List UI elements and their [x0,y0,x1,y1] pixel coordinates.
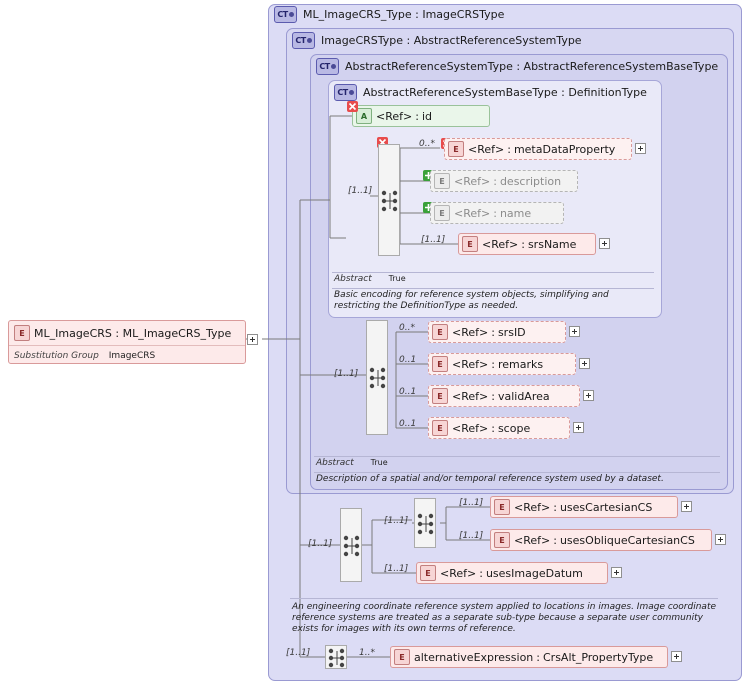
node-id-name: id [421,109,432,123]
occurrence-remarks: 0..1 [399,355,417,365]
node-scope[interactable] [428,417,570,439]
node-usesimagedatum-ref: <Ref> [440,566,477,580]
node-id-sep: : [415,109,419,123]
node-description-name: description [499,174,562,188]
abstract-value: True [370,458,388,467]
panel-title-text: ML_ImageCRS_Type : ImageCRSType [303,7,505,21]
node-alternativeexpression-ref: alternativeExpression [414,650,534,664]
node-usesimagedatum-name: usesImageDatum [485,566,583,580]
element-badge-icon: E [494,499,510,515]
node-id-ref: <Ref> [376,109,413,123]
occurrence-metadataproperty: 0..* [419,139,435,149]
root-expander-icon[interactable] [247,334,258,345]
panel-title-abstractreferencesystemtype [316,57,718,75]
root-substitution-group-row [9,346,245,366]
element-badge-icon: E [432,420,448,436]
node-srsid-name: srsID [497,325,526,339]
element-badge-icon: E [448,141,464,157]
element-badge-icon: E [394,649,410,665]
node-name-ref: <Ref> [454,206,491,220]
element-badge-icon: E [462,236,478,252]
abstract-label: Abstract [316,458,354,468]
occurrence-srsid: 0..* [399,323,415,333]
node-description[interactable] [430,170,578,192]
expander-srsid-icon[interactable] [569,326,580,337]
element-badge-icon: E [14,325,30,341]
node-srsname[interactable] [458,233,596,255]
panel-title-text: ImageCRSType : AbstractReferenceSystemType [321,33,582,47]
root-element-title [9,321,245,346]
divider [332,272,654,273]
node-usescartesiancs-sep: : [553,500,557,514]
divider [314,456,720,457]
node-remarks-ref: <Ref> [452,357,489,371]
sequence-compositor-definitiontype [378,144,400,256]
occurrence-alternativeexpression: 1..* [359,648,375,658]
node-srsid-sep: : [491,325,495,339]
node-usescartesiancs-name: usesCartesianCS [559,500,653,514]
occurrence-validarea: 0..1 [399,387,417,397]
abstract-label: Abstract [334,274,372,284]
occurrence-usesobliquecartesiancs: [1..1] [459,531,484,541]
node-srsid-ref: <Ref> [452,325,489,339]
node-usesobliquecartesiancs-sep: : [553,533,557,547]
node-validarea-sep: : [491,389,495,403]
node-scope-sep: : [491,421,495,435]
documentation-abstractreferencesystemtype: Description of a spatial and/or temporal reference system used by a dataset. [316,474,664,484]
sequence-compositor-imagecrstype-outer [340,508,362,582]
element-badge-icon: E [432,388,448,404]
node-srsid[interactable] [428,321,566,343]
node-usescartesiancs-ref: <Ref> [514,500,551,514]
abstract-value: True [388,274,406,283]
occurrence-imagecrstype-outer: [1..1] [308,539,333,549]
node-id[interactable] [352,105,490,127]
complex-type-badge-icon: CT [316,58,339,75]
node-description-sep: : [493,174,497,188]
documentation-abstractreferencesystembasetype: Basic encoding for reference system objects, simplifying and restricting the DefinitionType as needed. [334,290,609,311]
panel-title-imagecrstype [292,31,582,49]
expander-usesobliquecartesiancs-icon[interactable] [715,534,726,545]
node-usesobliquecartesiancs[interactable] [490,529,712,551]
attribute-badge-icon: A [356,108,372,124]
documentation-imagecrstype: An engineering coordinate reference system applied to locations in images. Image coordinate reference systems are treated as a separate sub-type because a separate user community exists for images with its own terms of reference. [292,602,717,634]
abstract-row-2 [316,458,388,468]
element-badge-icon: E [434,205,450,221]
occurrence-usescartesiancs: [1..1] [459,498,484,508]
expander-validarea-icon[interactable] [583,390,594,401]
panel-title-text: AbstractReferenceSystemBaseType : DefinitionType [363,85,647,99]
node-remarks[interactable] [428,353,576,375]
node-alternativeexpression-name: CrsAlt_PropertyType [543,650,654,664]
divider [332,288,654,289]
expander-metadataproperty-icon[interactable] [635,143,646,154]
node-srsname-ref: <Ref> [482,237,519,251]
complex-type-badge-icon: CT [334,84,357,101]
node-metadataproperty[interactable] [444,138,632,160]
expander-scope-icon[interactable] [573,422,584,433]
occurrence-alternativeexpression-left: [1..1] [286,648,311,658]
panel-title-abstractreferencesystembasetype [334,83,647,101]
sequence-compositor-abstractreferencesystemtype [366,320,388,435]
element-badge-icon: E [434,173,450,189]
node-srsname-sep: : [521,237,525,251]
expander-srsname-icon[interactable] [599,238,610,249]
node-metadataproperty-name: metaDataProperty [513,142,616,156]
divider [314,472,720,473]
node-usesimagedatum-sep: : [479,566,483,580]
node-name[interactable] [430,202,564,224]
sequence-compositor-alternativeexpression [325,645,347,669]
node-srsname-name: srsName [527,237,577,251]
node-alternativeexpression[interactable] [390,646,668,668]
element-badge-icon: E [432,324,448,340]
root-element-ml-imagecrs[interactable] [8,320,246,364]
node-alternativeexpression-sep: : [536,650,540,664]
abstract-row-1 [334,274,406,284]
complex-type-badge-icon: CT [274,6,297,23]
occurrence-abstractreferencesystemtype-sequence: [1..1] [334,369,359,379]
element-badge-icon: E [432,356,448,372]
expander-remarks-icon[interactable] [579,358,590,369]
element-badge-icon: E [420,565,436,581]
node-validarea-ref: <Ref> [452,389,489,403]
substitution-group-label: Substitution Group [14,351,99,361]
occurrence-srsname: [1..1] [421,235,446,245]
occurrence-usesimagedatum: [1..1] [384,564,409,574]
node-metadataproperty-ref: <Ref> [468,142,505,156]
node-usescartesiancs[interactable] [490,496,678,518]
node-scope-name: scope [497,421,531,435]
node-name-name: name [499,206,532,220]
choice-compositor-imagecrstype-inner [414,498,436,548]
node-validarea-name: validArea [497,389,550,403]
expander-usescartesiancs-icon[interactable] [681,501,692,512]
expander-usesimagedatum-icon[interactable] [611,567,622,578]
node-usesimagedatum[interactable] [416,562,608,584]
element-badge-icon: E [494,532,510,548]
expander-alternativeexpression-icon[interactable] [671,651,682,662]
substitution-group-value: ImageCRS [108,351,156,361]
panel-title-text: AbstractReferenceSystemType : AbstractReferenceSystemBaseType [345,59,719,73]
node-description-ref: <Ref> [454,174,491,188]
node-name-sep: : [493,206,497,220]
node-metadataproperty-sep: : [507,142,511,156]
occurrence-scope: 0..1 [399,419,417,429]
panel-title-ml-imagecrs-type [274,5,504,23]
required-marker-icon [347,101,358,112]
node-remarks-name: remarks [497,357,544,371]
occurrence-definition-sequence: [1..1] [348,186,373,196]
node-remarks-sep: : [491,357,495,371]
node-scope-ref: <Ref> [452,421,489,435]
node-validarea[interactable] [428,385,580,407]
node-usesobliquecartesiancs-name: usesObliqueCartesianCS [559,533,695,547]
complex-type-badge-icon: CT [292,32,315,49]
occurrence-imagecrstype-inner: [1..1] [384,516,409,526]
node-usesobliquecartesiancs-ref: <Ref> [514,533,551,547]
root-element-name: ML_ImageCRS : ML_ImageCRS_Type [34,326,232,340]
divider [290,598,718,599]
